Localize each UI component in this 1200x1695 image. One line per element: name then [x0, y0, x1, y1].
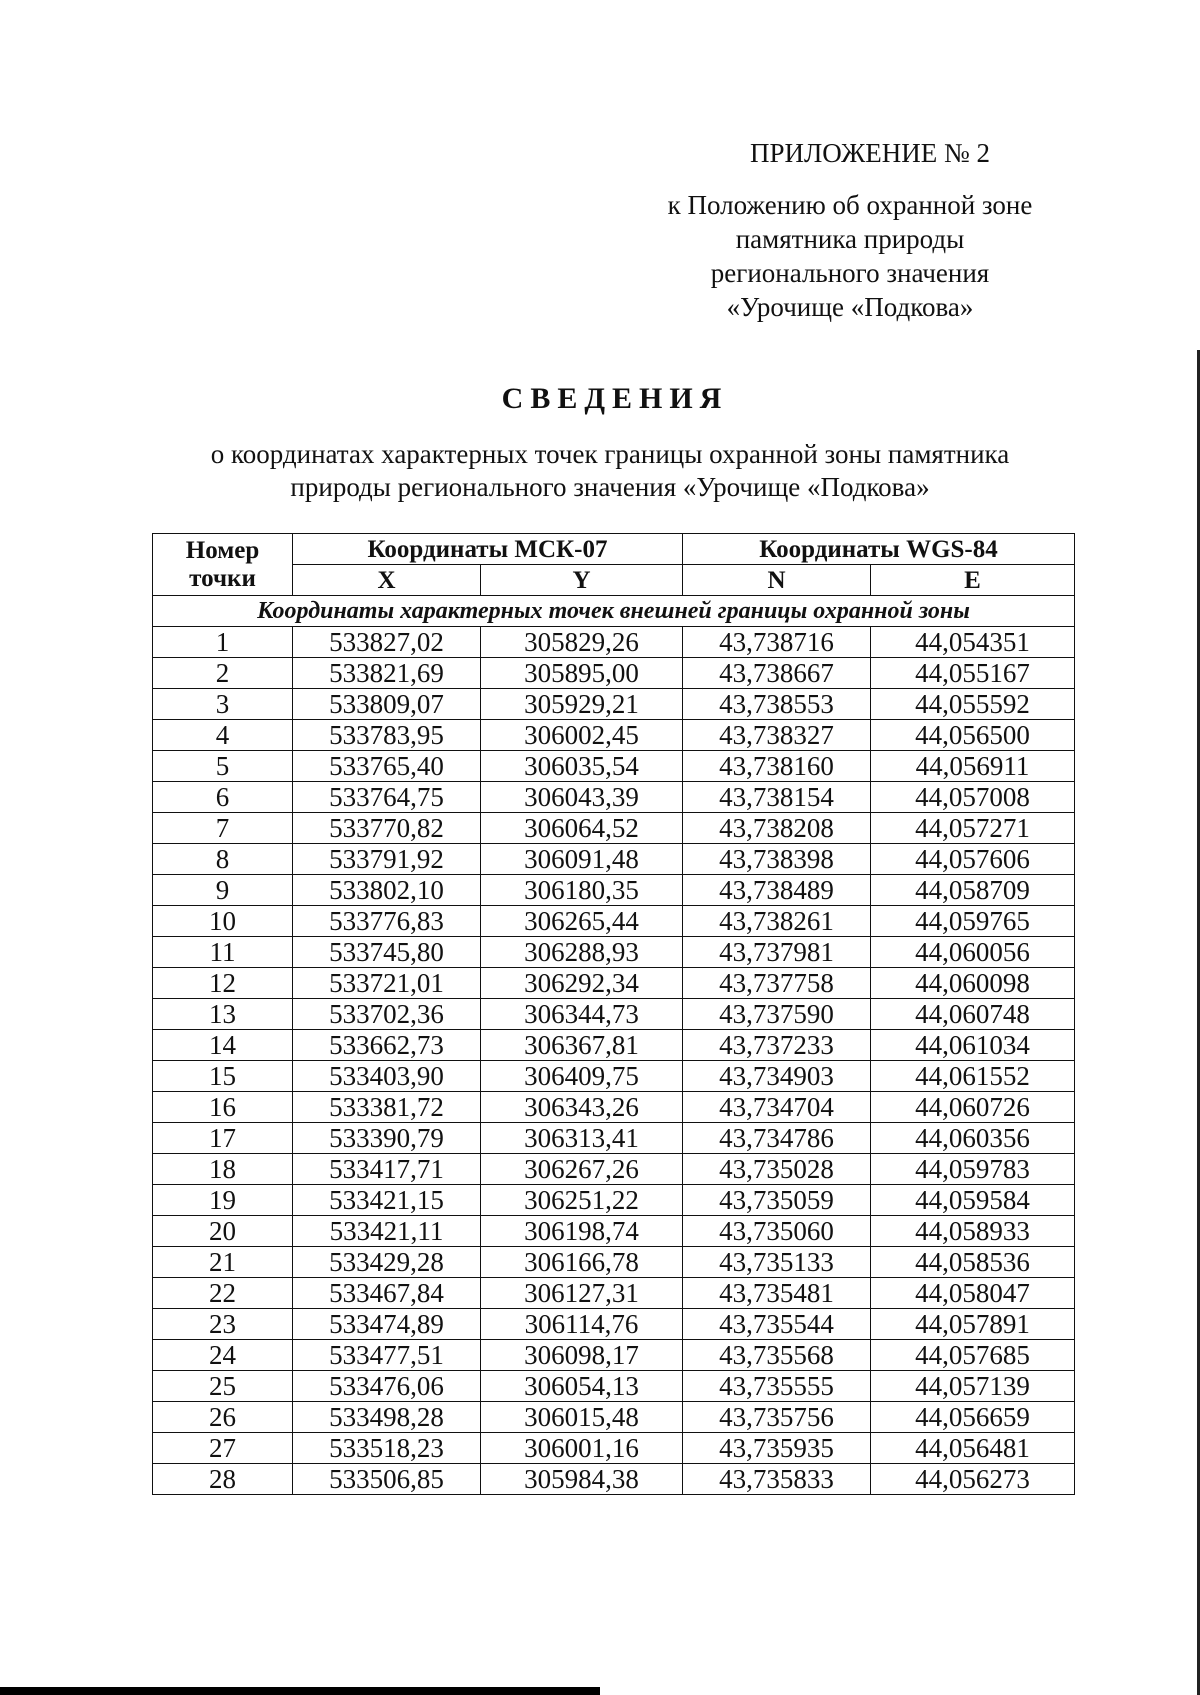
- table-row: [153, 1123, 1075, 1154]
- subtitle-line: природы регионального значения «Урочище «Подкова»: [290, 472, 930, 502]
- n-cell: 43,737758: [683, 968, 871, 999]
- point-number-cell: 24: [153, 1340, 293, 1371]
- table-row: [153, 1030, 1075, 1061]
- n-cell: 43,734704: [683, 1092, 871, 1123]
- document-subtitle: [140, 438, 1080, 504]
- document-title: СВЕДЕНИЯ: [501, 382, 729, 415]
- n-cell: 43,735028: [683, 1154, 871, 1185]
- point-number-cell: 9: [153, 875, 293, 906]
- y-cell: 306344,73: [481, 999, 683, 1030]
- header-point-number: [153, 534, 293, 596]
- header-n: N: [683, 565, 871, 596]
- x-cell: 533506,85: [293, 1464, 481, 1495]
- point-number-cell: 13: [153, 999, 293, 1030]
- table-row: [153, 782, 1075, 813]
- point-number-cell: 11: [153, 937, 293, 968]
- y-cell: 306265,44: [481, 906, 683, 937]
- table-row: [153, 658, 1075, 689]
- table-row: [153, 689, 1075, 720]
- n-cell: 43,738327: [683, 720, 871, 751]
- n-cell: 43,735756: [683, 1402, 871, 1433]
- x-cell: 533745,80: [293, 937, 481, 968]
- header-number-line2: точки: [189, 564, 256, 592]
- table-row: [153, 1309, 1075, 1340]
- x-cell: 533809,07: [293, 689, 481, 720]
- n-cell: 43,737981: [683, 937, 871, 968]
- n-cell: 43,735060: [683, 1216, 871, 1247]
- y-cell: 306198,74: [481, 1216, 683, 1247]
- point-number-cell: 27: [153, 1433, 293, 1464]
- y-cell: 306054,13: [481, 1371, 683, 1402]
- n-cell: 43,735833: [683, 1464, 871, 1495]
- table-row: [153, 1371, 1075, 1402]
- point-number-cell: 28: [153, 1464, 293, 1495]
- n-cell: 43,738154: [683, 782, 871, 813]
- table-row: [153, 1216, 1075, 1247]
- n-cell: 43,737590: [683, 999, 871, 1030]
- n-cell: 43,735481: [683, 1278, 871, 1309]
- e-cell: 44,060356: [871, 1123, 1075, 1154]
- annex-title: ПРИЛОЖЕНИЕ № 2: [749, 138, 991, 168]
- point-number-cell: 8: [153, 844, 293, 875]
- x-cell: 533770,82: [293, 813, 481, 844]
- e-cell: 44,059783: [871, 1154, 1075, 1185]
- table-row: [153, 1092, 1075, 1123]
- coordinates-table-body: [153, 596, 1075, 1495]
- point-number-cell: 23: [153, 1309, 293, 1340]
- n-cell: 43,734903: [683, 1061, 871, 1092]
- e-cell: 44,056911: [871, 751, 1075, 782]
- point-number-cell: 2: [153, 658, 293, 689]
- e-cell: 44,055592: [871, 689, 1075, 720]
- y-cell: 306002,45: [481, 720, 683, 751]
- header-row-top: [153, 534, 1075, 565]
- table-row: [153, 1061, 1075, 1092]
- x-cell: 533791,92: [293, 844, 481, 875]
- point-number-cell: 6: [153, 782, 293, 813]
- point-number-cell: 12: [153, 968, 293, 999]
- y-cell: 306343,26: [481, 1092, 683, 1123]
- e-cell: 44,060056: [871, 937, 1075, 968]
- e-cell: 44,057008: [871, 782, 1075, 813]
- e-cell: 44,054351: [871, 627, 1075, 658]
- n-cell: 43,737233: [683, 1030, 871, 1061]
- e-cell: 44,057139: [871, 1371, 1075, 1402]
- e-cell: 44,060726: [871, 1092, 1075, 1123]
- n-cell: 43,735568: [683, 1340, 871, 1371]
- y-cell: 306313,41: [481, 1123, 683, 1154]
- y-cell: 306035,54: [481, 751, 683, 782]
- y-cell: 306098,17: [481, 1340, 683, 1371]
- e-cell: 44,056659: [871, 1402, 1075, 1433]
- y-cell: 306043,39: [481, 782, 683, 813]
- table-row: [153, 1402, 1075, 1433]
- point-number-cell: 4: [153, 720, 293, 751]
- coordinates-table: [152, 533, 1075, 1495]
- e-cell: 44,060098: [871, 968, 1075, 999]
- scan-edge-bottom: [0, 1687, 600, 1695]
- n-cell: 43,738489: [683, 875, 871, 906]
- header-y: Y: [481, 565, 683, 596]
- e-cell: 44,057271: [871, 813, 1075, 844]
- n-cell: 43,738553: [683, 689, 871, 720]
- point-number-cell: 26: [153, 1402, 293, 1433]
- table-row: [153, 1340, 1075, 1371]
- n-cell: 43,734786: [683, 1123, 871, 1154]
- y-cell: 305929,21: [481, 689, 683, 720]
- annex-line: «Урочище «Подкова»: [726, 292, 974, 322]
- x-cell: 533429,28: [293, 1247, 481, 1278]
- x-cell: 533764,75: [293, 782, 481, 813]
- point-number-cell: 22: [153, 1278, 293, 1309]
- x-cell: 533662,73: [293, 1030, 481, 1061]
- y-cell: 306001,16: [481, 1433, 683, 1464]
- x-cell: 533381,72: [293, 1092, 481, 1123]
- y-cell: 306166,78: [481, 1247, 683, 1278]
- table-row: [153, 1185, 1075, 1216]
- point-number-cell: 14: [153, 1030, 293, 1061]
- table-row: [153, 999, 1075, 1030]
- e-cell: 44,058047: [871, 1278, 1075, 1309]
- annex-line: регионального значения: [710, 258, 990, 288]
- annex-block: [640, 136, 1060, 324]
- y-cell: 305895,00: [481, 658, 683, 689]
- header-number-line1: Номер: [185, 536, 260, 564]
- e-cell: 44,057685: [871, 1340, 1075, 1371]
- table-row: [153, 1247, 1075, 1278]
- n-cell: 43,738398: [683, 844, 871, 875]
- e-cell: 44,061034: [871, 1030, 1075, 1061]
- point-number-cell: 10: [153, 906, 293, 937]
- x-cell: 533390,79: [293, 1123, 481, 1154]
- e-cell: 44,057891: [871, 1309, 1075, 1340]
- point-number-cell: 7: [153, 813, 293, 844]
- x-cell: 533477,51: [293, 1340, 481, 1371]
- e-cell: 44,057606: [871, 844, 1075, 875]
- annex-line: памятника природы: [735, 224, 965, 254]
- section-title: Координаты характерных точек внешней границы охранной зоны: [153, 596, 1075, 627]
- table-row: [153, 968, 1075, 999]
- x-cell: 533802,10: [293, 875, 481, 906]
- x-cell: 533421,11: [293, 1216, 481, 1247]
- e-cell: 44,056273: [871, 1464, 1075, 1495]
- point-number-cell: 1: [153, 627, 293, 658]
- e-cell: 44,058709: [871, 875, 1075, 906]
- table-row: [153, 844, 1075, 875]
- point-number-cell: 15: [153, 1061, 293, 1092]
- point-number-cell: 20: [153, 1216, 293, 1247]
- point-number-cell: 16: [153, 1092, 293, 1123]
- point-number-cell: 18: [153, 1154, 293, 1185]
- y-cell: 306367,81: [481, 1030, 683, 1061]
- section-row: [153, 596, 1075, 627]
- header-x: X: [293, 565, 481, 596]
- header-e: E: [871, 565, 1075, 596]
- point-number-cell: 3: [153, 689, 293, 720]
- y-cell: 306267,26: [481, 1154, 683, 1185]
- n-cell: 43,735059: [683, 1185, 871, 1216]
- n-cell: 43,738208: [683, 813, 871, 844]
- y-cell: 306127,31: [481, 1278, 683, 1309]
- annex-line: к Положению об охранной зоне: [667, 190, 1033, 220]
- x-cell: 533498,28: [293, 1402, 481, 1433]
- n-cell: 43,738667: [683, 658, 871, 689]
- e-cell: 44,061552: [871, 1061, 1075, 1092]
- x-cell: 533821,69: [293, 658, 481, 689]
- e-cell: 44,059765: [871, 906, 1075, 937]
- n-cell: 43,735133: [683, 1247, 871, 1278]
- y-cell: 306091,48: [481, 844, 683, 875]
- n-cell: 43,738160: [683, 751, 871, 782]
- x-cell: 533467,84: [293, 1278, 481, 1309]
- x-cell: 533476,06: [293, 1371, 481, 1402]
- table-row: [153, 627, 1075, 658]
- x-cell: 533403,90: [293, 1061, 481, 1092]
- y-cell: 306292,34: [481, 968, 683, 999]
- n-cell: 43,738261: [683, 906, 871, 937]
- table-row: [153, 813, 1075, 844]
- table-row: [153, 720, 1075, 751]
- e-cell: 44,058536: [871, 1247, 1075, 1278]
- y-cell: 306015,48: [481, 1402, 683, 1433]
- x-cell: 533421,15: [293, 1185, 481, 1216]
- header-msk-07: Координаты МСК-07: [293, 534, 683, 565]
- y-cell: 306251,22: [481, 1185, 683, 1216]
- x-cell: 533827,02: [293, 627, 481, 658]
- x-cell: 533721,01: [293, 968, 481, 999]
- y-cell: 306409,75: [481, 1061, 683, 1092]
- y-cell: 306064,52: [481, 813, 683, 844]
- header-wgs-84: Координаты WGS-84: [683, 534, 1075, 565]
- y-cell: 306180,35: [481, 875, 683, 906]
- x-cell: 533518,23: [293, 1433, 481, 1464]
- x-cell: 533702,36: [293, 999, 481, 1030]
- table-row: [153, 906, 1075, 937]
- point-number-cell: 21: [153, 1247, 293, 1278]
- table-row: [153, 875, 1075, 906]
- table-row: [153, 751, 1075, 782]
- n-cell: 43,738716: [683, 627, 871, 658]
- table-row: [153, 1154, 1075, 1185]
- point-number-cell: 25: [153, 1371, 293, 1402]
- x-cell: 533776,83: [293, 906, 481, 937]
- x-cell: 533417,71: [293, 1154, 481, 1185]
- e-cell: 44,060748: [871, 999, 1075, 1030]
- point-number-cell: 17: [153, 1123, 293, 1154]
- y-cell: 306114,76: [481, 1309, 683, 1340]
- e-cell: 44,059584: [871, 1185, 1075, 1216]
- point-number-cell: 5: [153, 751, 293, 782]
- n-cell: 43,735555: [683, 1371, 871, 1402]
- n-cell: 43,735544: [683, 1309, 871, 1340]
- x-cell: 533474,89: [293, 1309, 481, 1340]
- e-cell: 44,058933: [871, 1216, 1075, 1247]
- y-cell: 306288,93: [481, 937, 683, 968]
- table-row: [153, 937, 1075, 968]
- table-row: [153, 1278, 1075, 1309]
- y-cell: 305984,38: [481, 1464, 683, 1495]
- e-cell: 44,055167: [871, 658, 1075, 689]
- point-number-cell: 19: [153, 1185, 293, 1216]
- table-row: [153, 1464, 1075, 1495]
- x-cell: 533783,95: [293, 720, 481, 751]
- x-cell: 533765,40: [293, 751, 481, 782]
- n-cell: 43,735935: [683, 1433, 871, 1464]
- e-cell: 44,056481: [871, 1433, 1075, 1464]
- e-cell: 44,056500: [871, 720, 1075, 751]
- table-row: [153, 1433, 1075, 1464]
- y-cell: 305829,26: [481, 627, 683, 658]
- subtitle-line: о координатах характерных точек границы охранной зоны памятника: [210, 439, 1010, 469]
